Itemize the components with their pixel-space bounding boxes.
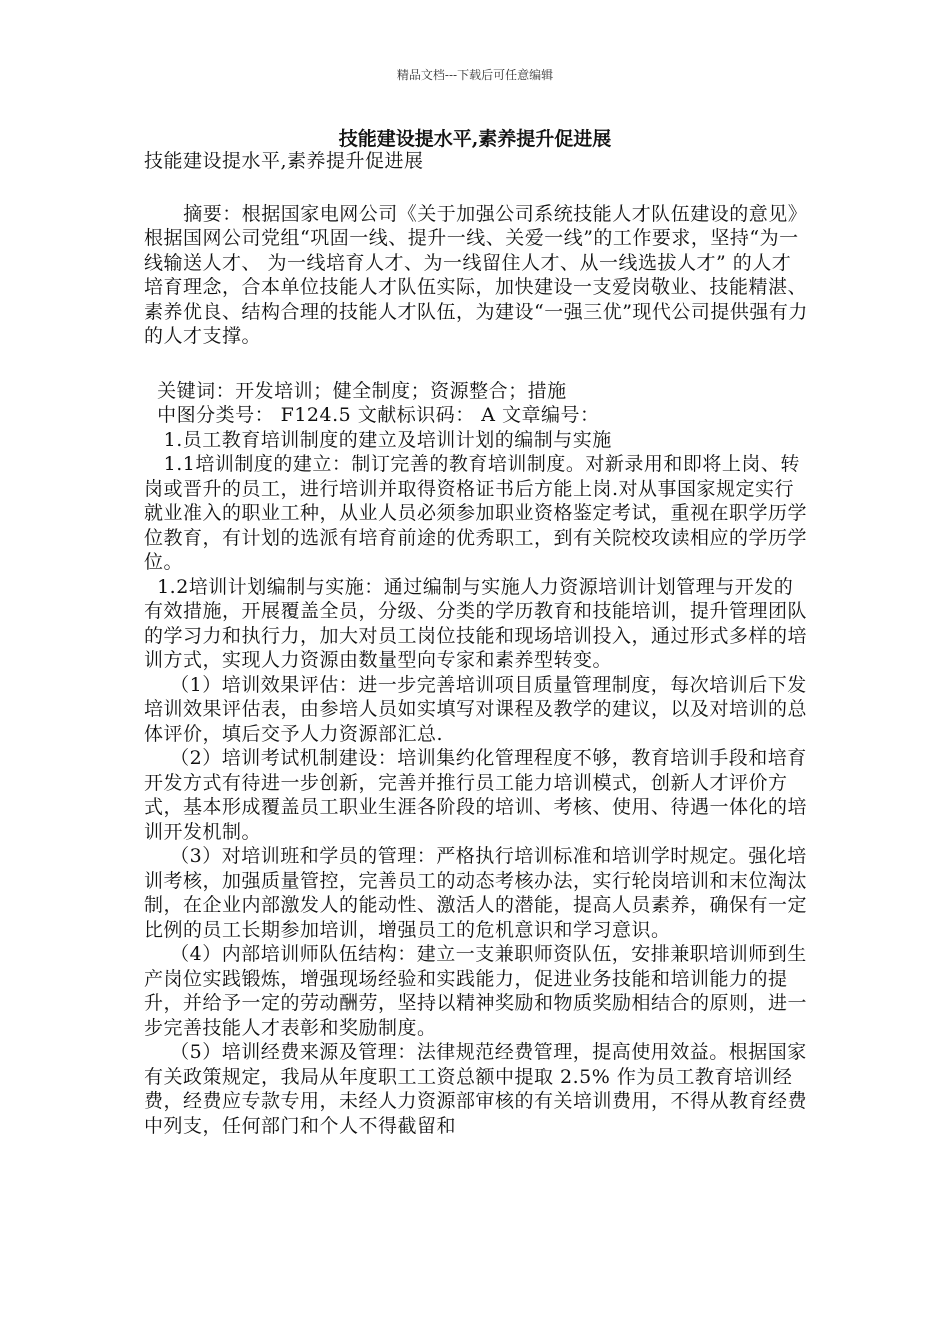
document-body [144, 149, 810, 1138]
document-subtitle: 技能建设提水平,素养提升促进展 [144, 150, 424, 172]
paragraph-1-2: 1.2培训计划编制与实施：通过编制与实施人力资源培训计划管理与开发的有效措施，开展覆盖全员，分级、分类的学历教育和技能培训，提升管理团队的学习力和执行力，加大对员工岗位技能和现场培训投入，通过形式多样的培训方式，实现人力资源由数量型向专家和素养型转变。 [144, 575, 808, 671]
document-title: 技能建设提水平,素养提升促进展 [338, 128, 612, 150]
section-heading-1: 1.员工教育培训制度的建立及培训计划的编制与实施 [144, 428, 612, 451]
spacer [144, 174, 810, 202]
list-item-1: （1）培训效果评估：进一步完善培训项目质量管理制度，每次培训后下发培训效果评估表，由参培人员如实填写对课程及教学的建议，以及对培训的总体评价，填后交予人力资源部汇总. [144, 673, 808, 745]
header-note: 精品文档---下载后可任意编辑 [396, 68, 554, 82]
list-item-5: （5）培训经费来源及管理：法律规范经费管理，提高使用效益。根据国家有关政策规定，我局从年度职工工资总额中提取 2.5% 作为员工教育培训经费，经费应专款专用，未经人力资源部审核的有关培训费用，不得从教育经费中列支，任何部门和个人不得截留和 [144, 1041, 808, 1137]
list-item-3: （3）对培训班和学员的管理：严格执行培训标准和培训学时规定。强化培训考核，加强质量管控，完善员工的动态考核办法，实行轮岗培训和末位淘汰制，在企业内部激发人的能动性、激活人的潜能，提高人员素养，确保有一定比例的员工长期参加培训，增强员工的危机意识和学习意识。 [144, 845, 808, 941]
abstract-paragraph: 摘要：根据国家电网公司《关于加强公司系统技能人才队伍建设的意见》根据国网公司党组“巩固一线、提升一线、关爱一线”的工作要求，坚持“为一线输送人才、 为一线培育人才、为一线留住人才、从一线选拔人才” 的人才培育理念，合本单位技能人才队伍实际，加快建设一支爱岗敬业、技能精湛、素养优良、结构合理的技能人才队伍，为建设“一强三优”现代公司提供强有力的人才支撑。 [144, 202, 808, 347]
list-item-2: （2）培训考试机制建设：培训集约化管理程度不够，教育培训手段和培育开发方式有待进一步创新，完善并推行员工能力培训模式，创新人才评价方式，基本形成覆盖员工职业生涯各阶段的培训、考核、使用、待遇一体化的培训开发机制。 [144, 747, 808, 843]
keywords-line: 关键词：开发培训；健全制度；资源整合；措施 [144, 379, 567, 402]
classification-line: 中图分类号： F124.5 文献标识码： A 文章编号： [144, 404, 600, 426]
paragraph-1-1: 1.1培训制度的建立：制订完善的教育培训制度。对新录用和即将上岗、转岗或晋升的员工，进行培训并取得资格证书后方能上岗.对从事国家规定实行就业准入的职业工种，从业人员必须参加职业资格鉴定考试，重视在职学历学位教育，有计划的选派有培育前途的优秀职工，到有关院校攻读相应的学历学位。 [144, 453, 808, 573]
list-item-4: （4）内部培训师队伍结构：建立一支兼职师资队伍，安排兼职培训师到生产岗位实践锻炼，增强现场经验和实践能力，促进业务技能和培训能力的提升，并给予一定的劳动酬劳，坚持以精神奖励和物质奖励相结合的原则，进一步完善技能人才表彰和奖励制度。 [144, 943, 808, 1039]
spacer [144, 349, 810, 379]
